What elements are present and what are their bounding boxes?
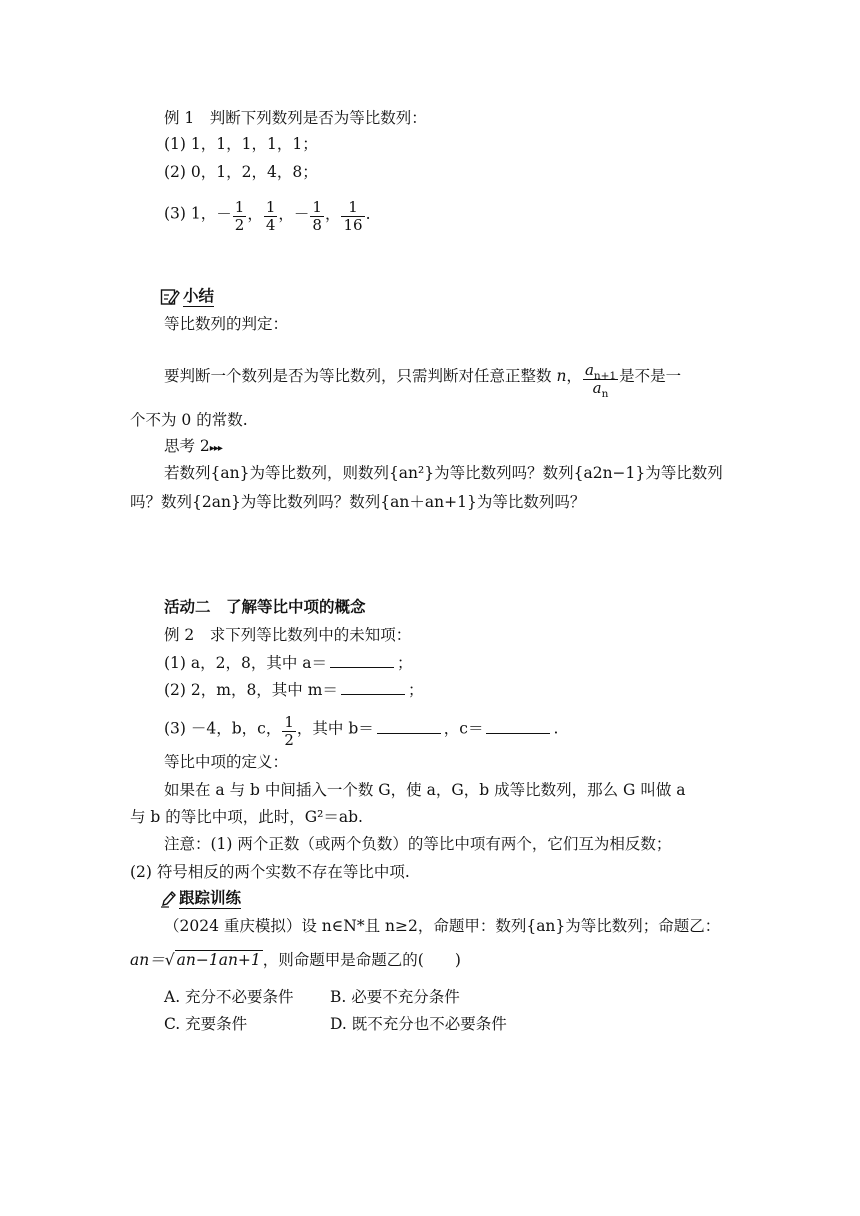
ratio-denominator (583, 378, 618, 400)
fraction (264, 199, 278, 234)
frac-sep: ， (278, 204, 294, 223)
frac-group-3 (293, 198, 341, 234)
triangle-arrows-icon: ▸▸▸ (209, 443, 222, 454)
summary-subtitle: 等比数列的判定： (164, 315, 289, 333)
example2-item2-text: (2) 2，m，8，其中 m＝ (164, 681, 338, 699)
example1-item1: (1) 1，1，1，1，1； (164, 135, 318, 153)
frac-group-1 (216, 198, 263, 234)
answer-blank-b[interactable] (377, 719, 441, 734)
option-a[interactable]: A. 充分不必要条件 (164, 988, 294, 1006)
frac-numerator: 1 (284, 713, 294, 731)
think2-label (164, 436, 222, 459)
fraction-half (282, 714, 296, 749)
summary-heading (160, 286, 214, 306)
fraction (310, 199, 324, 234)
summary-text-a: 要判断一个数列是否为等比数列，只需判断对任意正整数 (164, 367, 557, 385)
frac-denominator: 16 (343, 216, 363, 234)
answer-blank-c[interactable] (486, 719, 550, 734)
definition-line2: 与 b 的等比中项，此时，G²＝ab. (130, 808, 363, 826)
example1-item3 (164, 197, 371, 232)
think2-line2: 吗？数列{2an}为等比数列吗？数列{an＋an+1}为等比数列吗？ (130, 493, 586, 511)
example2-item1-end: ； (397, 654, 413, 672)
tracking-rest: ，则命题甲是命题乙的( ) (262, 951, 461, 969)
example2-item3-mid: ，其中 b＝ (296, 719, 374, 738)
definition-note2: (2) 符号相反的两个实数不存在等比中项. (130, 863, 410, 881)
pencil-icon (160, 890, 176, 908)
frac-denominator: 4 (265, 216, 276, 234)
frac-sep: . (365, 204, 371, 223)
frac-denominator: 8 (312, 216, 322, 234)
tracking-heading (160, 888, 241, 908)
example2-item3-end: . (553, 719, 559, 738)
example2-item3-prefix: (3) －4，b，c， (164, 719, 282, 738)
summary-text-b: 是不是一 (619, 367, 682, 385)
ratio-fraction (583, 360, 618, 400)
ratio-den-sub: n (601, 387, 609, 400)
ratio-num-sub: n+1 (593, 369, 617, 382)
ratio-numerator (583, 362, 618, 380)
example2-item3-c: ，c＝ (443, 719, 484, 738)
frac-sep: ， (324, 204, 341, 223)
summary-text-line1 (164, 356, 682, 400)
frac-sign: － (293, 204, 310, 223)
definition-title: 等比中项的定义： (164, 753, 289, 771)
tracking-line1: （2024 重庆模拟）设 n∈N*且 n≥2，命题甲：数列{an}为等比数列；命题乙： (164, 917, 721, 935)
definition-line1: 如果在 a 与 b 中间插入一个数 G，使 a，G，b 成等比数列，那么 G 叫做 a (164, 781, 686, 799)
tracking-lhs: an＝ (130, 951, 165, 969)
frac-numerator: 1 (265, 198, 276, 216)
fraction (233, 199, 247, 234)
ratio-den-var: a (592, 378, 602, 397)
frac-numerator: 1 (312, 198, 322, 216)
frac-group-4 (340, 198, 371, 234)
frac-group-2 (263, 198, 294, 234)
frac-sep: ， (247, 204, 263, 223)
frac-numerator: 1 (234, 198, 245, 216)
example2-item1 (164, 653, 413, 673)
example1-item3-prefix: (3) 1， (164, 204, 217, 223)
summary-heading-text: 小结 (183, 287, 215, 305)
fraction (341, 199, 364, 234)
sqrt-radicand: an−1an+1 (176, 951, 261, 969)
pencil-note-icon (160, 288, 180, 306)
think2-line1: 若数列{an}为等比数列，则数列{an²}为等比数列吗？数列{a2n−1}为等比数列 (164, 464, 723, 482)
summary-sep: ， (566, 367, 582, 385)
var-n: n (556, 367, 567, 385)
sqrt-radical-icon: √ (164, 951, 175, 969)
example2-item1-text: (1) a，2，8，其中 a＝ (164, 654, 328, 672)
frac-denominator: 2 (234, 216, 245, 234)
option-d[interactable]: D. 既不充分也不必要条件 (330, 1015, 507, 1033)
example2-item3 (164, 712, 558, 747)
tracking-heading-text: 跟踪训练 (179, 889, 242, 907)
example1-title (164, 108, 427, 128)
ratio-num-var: a (584, 360, 594, 379)
frac-sign: － (216, 204, 232, 223)
tracking-line2 (130, 950, 461, 970)
example1-item2: (2) 0，1，2，4，8； (164, 163, 318, 181)
answer-blank-a[interactable] (330, 653, 394, 668)
example2-item2 (164, 680, 423, 700)
activity2-title: 活动二 了解等比中项的概念 (164, 598, 366, 616)
definition-note1: 注意：(1) 两个正数（或两个负数）的等比中项有两个，它们互为相反数； (164, 835, 672, 853)
option-c[interactable]: C. 充要条件 (164, 1015, 248, 1033)
option-b[interactable]: B. 必要不充分条件 (330, 988, 460, 1006)
frac-denominator: 2 (284, 731, 294, 749)
frac-numerator: 1 (341, 199, 364, 217)
think2-label-text: 思考 2 (164, 437, 210, 455)
summary-text-line2: 个不为 0 的常数. (130, 411, 248, 429)
example2-title: 例 2 求下列等比数列中的未知项： (164, 626, 412, 644)
example1-title-text: 例 1 判断下列数列是否为等比数列： (164, 109, 427, 127)
answer-blank-m[interactable] (341, 680, 405, 695)
example2-item2-end: ； (407, 681, 424, 699)
